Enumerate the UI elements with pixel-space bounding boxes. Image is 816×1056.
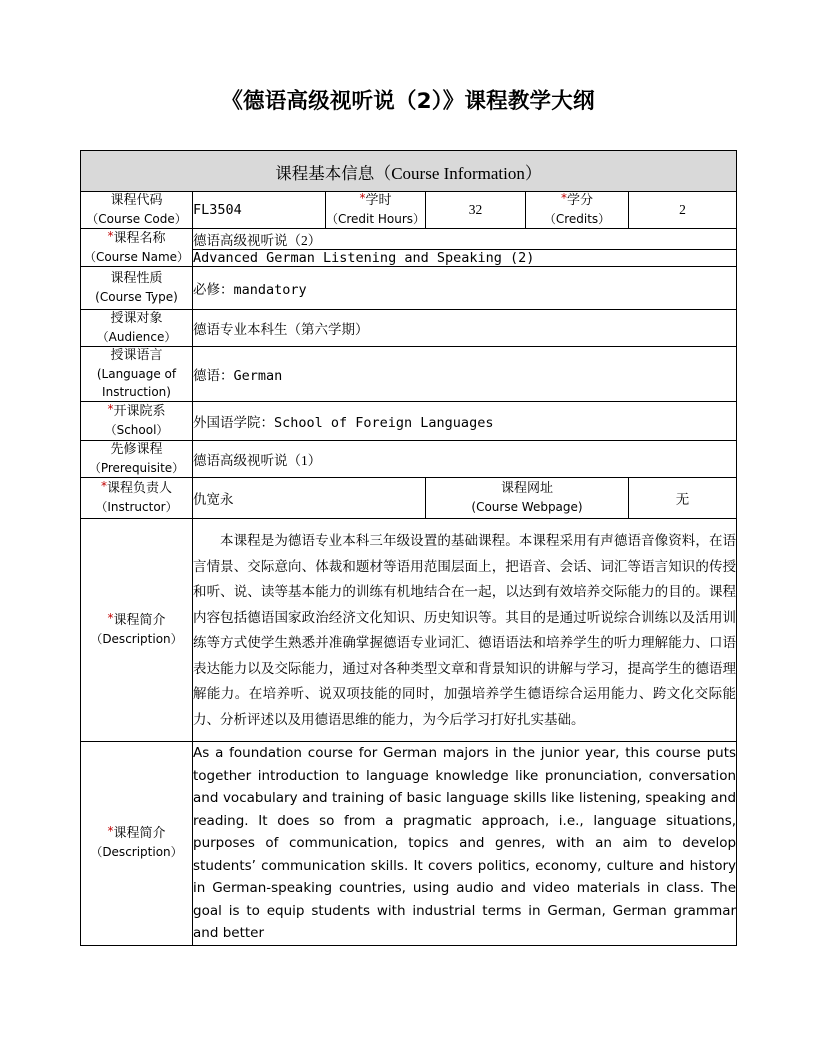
label-instructor <box>81 478 193 519</box>
value-language-of-instruction <box>193 347 737 402</box>
label-school <box>81 402 193 441</box>
label-audience-en: （Audience） <box>96 330 177 344</box>
value-credits: 2 <box>629 192 737 229</box>
course-information-table <box>80 150 737 946</box>
table-row <box>81 402 737 441</box>
label-credit-hours-cn: 学时 <box>365 193 392 208</box>
label-school-cn: 开课院系 <box>113 404 166 419</box>
label-course-name <box>81 229 193 267</box>
value-school-en: School of Foreign Languages <box>274 415 494 431</box>
value-course-webpage: 无 <box>629 478 737 519</box>
required-marker-icon: * <box>100 479 107 493</box>
label-course-webpage <box>426 478 629 519</box>
table-row <box>81 229 737 250</box>
label-course-name-en: （Course Name） <box>83 249 190 264</box>
label-course-type <box>81 267 193 310</box>
label-course-webpage-en: (Course Webpage) <box>471 500 583 514</box>
label-course-name-cn: 课程名称 <box>113 230 166 246</box>
label-description-en-en: （Description） <box>90 845 183 860</box>
label-language-cn: 授课语言 <box>110 348 163 363</box>
label-course-code-en: （Course Code） <box>86 212 187 226</box>
label-course-type-cn: 课程性质 <box>110 271 163 286</box>
label-description-cn-en: （Description） <box>90 632 183 646</box>
label-credit-hours <box>326 192 426 229</box>
page-title: 《德语高级视听说（2）》课程教学大纲 <box>221 89 595 114</box>
label-description-en <box>81 742 193 946</box>
value-prerequisite: 德语高级视听说（1） <box>193 441 737 478</box>
table-row <box>81 441 737 478</box>
value-audience: 德语专业本科生（第六学期） <box>193 310 737 347</box>
value-school-cn: 外国语学院： <box>193 415 274 430</box>
label-language-of-instruction <box>81 347 193 402</box>
value-instructor: 仇宽永 <box>193 478 426 519</box>
value-description-cn: 本课程是为德语专业本科三年级设置的基础课程。本课程采用有声德语音像资料，在语言情景、交际意向、体裁和题材等语用范围层面上，把语音、会话、词汇等语言知识的传授和听、说、读等基本能力的训练有机地结合在一起，以达到有效培养交际能力的目的。课程内容包括德语国家政治经济文化知识、历史知识等。其目的是通过听说综合训练以及活用训练等方式使学生熟悉并准确掌握德语专业词汇、德语语法和培养学生的听力理解能力、口语表达能力以及交际能力，通过对各种类型文章和背景知识的讲解与学习，提高学生的德语理解能力。在培养听、说双项技能的同时，加强培养学生德语综合运用能力、跨文化交际能力、分析评述以及用德语思维的能力，为今后学习打好扎实基础。 <box>193 519 737 742</box>
table-row <box>81 478 737 519</box>
value-course-code: FL3504 <box>193 192 326 229</box>
label-course-type-en: (Course Type) <box>95 290 178 304</box>
label-instructor-en: （Instructor） <box>95 500 178 514</box>
required-marker-icon: * <box>107 824 114 839</box>
value-course-type-cn: 必修： <box>193 282 234 297</box>
section-header-cn: 课程基本信息 <box>275 163 375 183</box>
label-credit-hours-en: （Credit Hours） <box>326 212 426 226</box>
value-course-name-en: Advanced German Listening and Speaking (2) <box>193 250 737 267</box>
value-description-en: As a foundation course for German majors in the junior year, this course puts together introduction to language knowledge like pronunciation, conversation and vocabulary and training of basic language skills like listening, speaking and reading. It does so from a pragmatic approach, i.e., language situations, purposes of communication, topics and genres, with an aim to develop students’ communication skills. It covers politics, economy, culture and history in German-speaking countries, using audio and video materials in class. The goal is to equip students with industrial terms in German, German grammar and better <box>193 742 737 946</box>
value-school <box>193 402 737 441</box>
label-course-code-cn: 课程代码 <box>110 193 163 208</box>
value-course-type-en: mandatory <box>233 282 307 298</box>
label-instructor-cn: 课程负责人 <box>106 481 172 496</box>
required-marker-icon: * <box>560 191 567 205</box>
label-audience <box>81 310 193 347</box>
value-course-name-cn: 德语高级视听说（2） <box>193 229 737 250</box>
table-row <box>81 192 737 229</box>
label-prerequisite-cn: 先修课程 <box>110 442 163 457</box>
table-row <box>81 267 737 310</box>
value-course-type <box>193 267 737 310</box>
value-language-cn: 德语： <box>193 368 234 383</box>
required-marker-icon: * <box>107 611 114 625</box>
label-description-cn <box>81 519 193 742</box>
label-prerequisite-en: （Prerequisite） <box>88 461 185 475</box>
label-description-en-text: 课程简介 <box>113 826 166 842</box>
label-description-cn-text: 课程简介 <box>113 613 166 628</box>
section-header-en: （Course Information） <box>374 163 542 183</box>
label-course-webpage-cn: 课程网址 <box>500 481 553 496</box>
label-school-en: （School） <box>104 423 169 437</box>
table-row <box>81 519 737 742</box>
section-header-cell <box>81 151 737 192</box>
label-credits-en: （Credits） <box>543 212 611 226</box>
label-prerequisite <box>81 441 193 478</box>
table-row <box>81 347 737 402</box>
table-row <box>81 742 737 946</box>
label-credits-cn: 学分 <box>566 193 593 208</box>
value-credit-hours: 32 <box>426 192 526 229</box>
table-row <box>81 310 737 347</box>
label-credits <box>526 192 629 229</box>
label-audience-cn: 授课对象 <box>110 311 163 326</box>
value-language-en: German <box>233 368 283 384</box>
label-course-code <box>81 192 193 229</box>
table-header-row <box>81 151 737 192</box>
required-marker-icon: * <box>107 228 114 243</box>
required-marker-icon: * <box>107 402 114 416</box>
required-marker-icon: * <box>359 191 366 205</box>
label-language-en: (Language of Instruction) <box>96 367 177 399</box>
